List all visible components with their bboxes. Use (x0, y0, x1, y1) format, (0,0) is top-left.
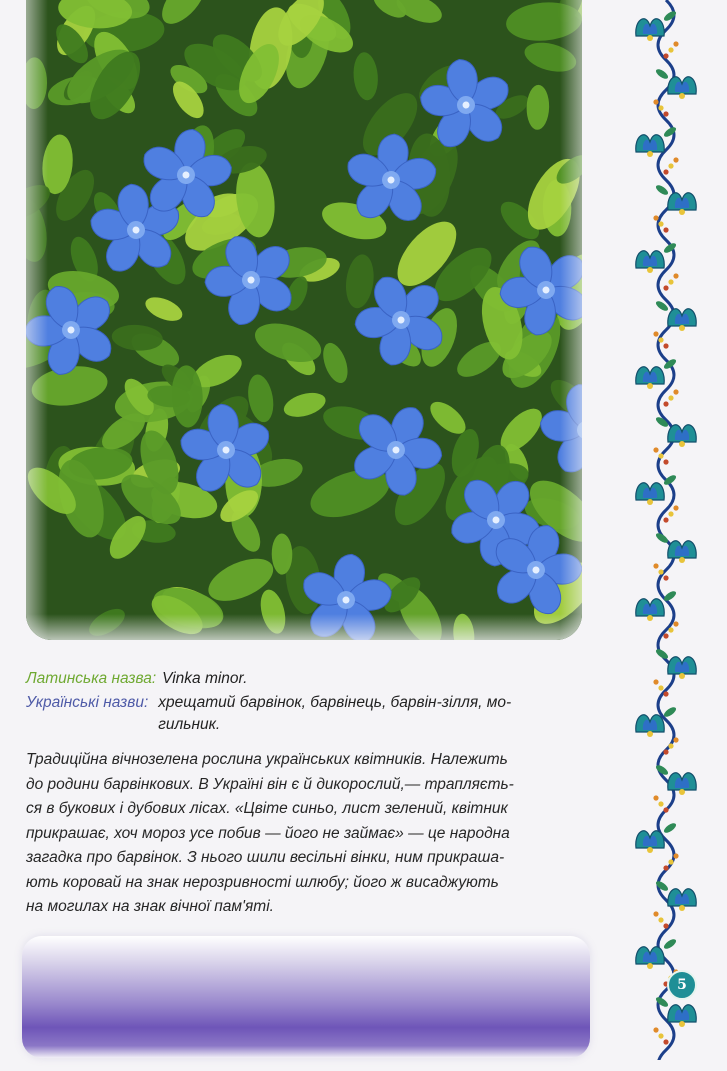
description-line: на могилах на знак вічної пам'яті. (26, 898, 274, 915)
ukrainian-names-row (26, 692, 582, 736)
plant-names (26, 668, 582, 738)
description-line: прикрашає, хоч мороз усе побив — його не займає» — це народна (26, 824, 510, 842)
description-line: ють коровай на знак нерозривності шлюбу; його ж висаджують (26, 873, 499, 891)
periwinkle-photo (26, 0, 582, 640)
latin-name-value: Vinka minor. (162, 670, 248, 687)
ornament-flower-motif (653, 763, 696, 812)
ornament-flower-motif (653, 415, 696, 464)
description-line: до родини барвінкових. В Україні він є й дикорослий,— трапляєть- (26, 775, 514, 793)
description-line: Традиційна вічнозелена рослина українських квітників. Належить (26, 751, 508, 768)
ornament-flower-motif (653, 531, 696, 580)
ornament-flower-motif (636, 9, 679, 58)
latin-name-label: Латинська назва: (26, 670, 157, 687)
periwinkle-illustration (26, 0, 582, 640)
ukrainian-names-value: хрещатий барвінок, барвінець, барвін-зілля, мо-гильник. (158, 694, 512, 733)
ornament-flower-motif (653, 647, 696, 696)
ornament-flower-motif (636, 589, 679, 638)
page-number-badge: 5 (667, 970, 697, 1000)
description-line: загадка про барвінок. З нього шили весільні вінки, ним прикраша- (26, 849, 505, 866)
description-line: ся в букових і дубових лісах. «Цвіте синьо, лист зелений, квітник (26, 800, 508, 817)
latin-name-row (26, 668, 582, 690)
ornament-flower-motif (653, 299, 696, 348)
ukrainian-names-label: Українські назви: (26, 694, 149, 711)
floral-ornament-icon (626, 0, 706, 1060)
embroidery-border-ornament (626, 0, 706, 1060)
decorative-gradient-panel (22, 936, 590, 1058)
ornament-flower-motif (653, 879, 696, 928)
description-paragraph (26, 748, 584, 920)
